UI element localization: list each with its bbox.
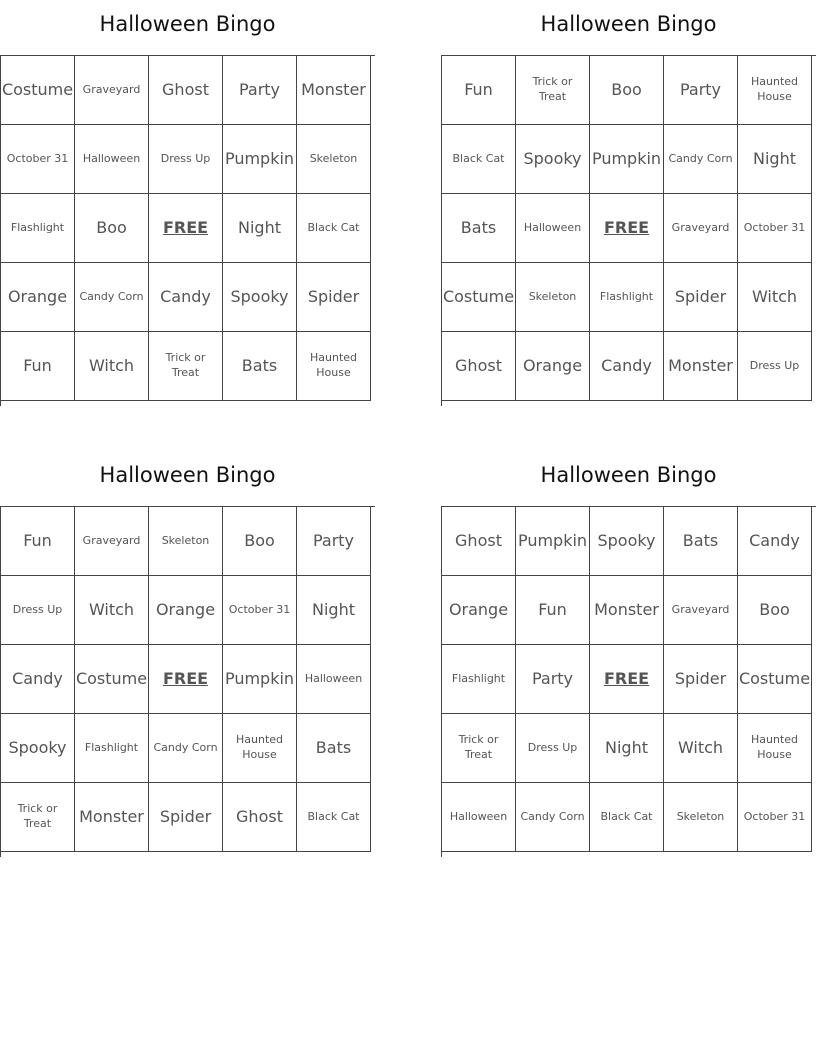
bingo-cell: Night	[738, 125, 812, 194]
bingo-cell: Black Cat	[590, 783, 664, 852]
bingo-cell: Spider	[664, 263, 738, 332]
bingo-cell: Trick or Treat	[1, 783, 75, 852]
bingo-cell: Monster	[75, 783, 149, 852]
bingo-cell: Witch	[75, 332, 149, 401]
bingo-cell: Spooky	[1, 714, 75, 783]
bingo-cell: Graveyard	[664, 194, 738, 263]
bingo-cell: Fun	[1, 507, 75, 576]
bingo-cell: Haunted House	[223, 714, 297, 783]
bingo-cell: Haunted House	[297, 332, 371, 401]
bingo-cell: Bats	[297, 714, 371, 783]
bingo-grid	[441, 55, 816, 406]
bingo-cell: Dress Up	[1, 576, 75, 645]
bingo-cell: October 31	[738, 194, 812, 263]
bingo-cell: Boo	[590, 56, 664, 125]
bingo-cell: October 31	[738, 783, 812, 852]
bingo-cell: Haunted House	[738, 56, 812, 125]
bingo-cell: Night	[297, 576, 371, 645]
bingo-cell: Fun	[516, 576, 590, 645]
bingo-cell: Spider	[149, 783, 223, 852]
bingo-cell: Graveyard	[75, 56, 149, 125]
bingo-cell: Fun	[1, 332, 75, 401]
bingo-cell: Costume	[442, 263, 516, 332]
free-space-cell: FREE	[590, 645, 664, 714]
bingo-cell: Orange	[1, 263, 75, 332]
bingo-cell: Candy	[149, 263, 223, 332]
bingo-cell: Night	[590, 714, 664, 783]
bingo-cell: October 31	[1, 125, 75, 194]
bingo-cell: Candy Corn	[516, 783, 590, 852]
card-title: Halloween Bingo	[99, 12, 276, 36]
bingo-cell: Dress Up	[149, 125, 223, 194]
bingo-cell: Halloween	[516, 194, 590, 263]
bingo-cell: Candy	[1, 645, 75, 714]
bingo-cell: Costume	[75, 645, 149, 714]
bingo-cell: Spooky	[516, 125, 590, 194]
bingo-cell: Costume	[1, 56, 75, 125]
bingo-cell: Bats	[223, 332, 297, 401]
bingo-cell: Flashlight	[75, 714, 149, 783]
bingo-cell: Party	[516, 645, 590, 714]
card-title: Halloween Bingo	[540, 463, 717, 487]
bingo-cell: Skeleton	[664, 783, 738, 852]
bingo-cell: Monster	[297, 56, 371, 125]
bingo-cell: Fun	[442, 56, 516, 125]
bingo-cell: Party	[297, 507, 371, 576]
bingo-cell: Bats	[664, 507, 738, 576]
bingo-cell: Boo	[223, 507, 297, 576]
bingo-grid	[0, 55, 375, 406]
bingo-cell: Spooky	[223, 263, 297, 332]
bingo-cell: Trick or Treat	[149, 332, 223, 401]
bingo-cell: Pumpkin	[223, 125, 297, 194]
bingo-cell: Trick or Treat	[516, 56, 590, 125]
bingo-cell: Orange	[516, 332, 590, 401]
bingo-cell: Trick or Treat	[442, 714, 516, 783]
bingo-cell: Witch	[75, 576, 149, 645]
bingo-grid	[0, 506, 375, 857]
card-title: Halloween Bingo	[540, 12, 717, 36]
bingo-cell: Ghost	[442, 332, 516, 401]
bingo-cell: Skeleton	[516, 263, 590, 332]
bingo-cell: Monster	[590, 576, 664, 645]
bingo-cell: Candy Corn	[75, 263, 149, 332]
bingo-cell: Spider	[297, 263, 371, 332]
free-space-cell: FREE	[149, 194, 223, 263]
bingo-cell: Pumpkin	[516, 507, 590, 576]
bingo-cell: Flashlight	[590, 263, 664, 332]
bingo-cell: Flashlight	[1, 194, 75, 263]
bingo-cell: Haunted House	[738, 714, 812, 783]
bingo-cell: Spider	[664, 645, 738, 714]
bingo-cell: Candy	[590, 332, 664, 401]
bingo-cell: Witch	[738, 263, 812, 332]
bingo-grid	[441, 506, 816, 857]
bingo-cell: Spooky	[590, 507, 664, 576]
bingo-cell: Flashlight	[442, 645, 516, 714]
bingo-cell: Black Cat	[297, 783, 371, 852]
bingo-cell: Halloween	[442, 783, 516, 852]
bingo-cell: Pumpkin	[223, 645, 297, 714]
bingo-cell: Ghost	[149, 56, 223, 125]
bingo-cell: Graveyard	[664, 576, 738, 645]
free-space-cell: FREE	[149, 645, 223, 714]
free-space-cell: FREE	[590, 194, 664, 263]
bingo-cell: Halloween	[75, 125, 149, 194]
bingo-cell: Dress Up	[738, 332, 812, 401]
bingo-cell: Party	[664, 56, 738, 125]
card-title: Halloween Bingo	[99, 463, 276, 487]
bingo-cell: Skeleton	[149, 507, 223, 576]
bingo-cell: Black Cat	[442, 125, 516, 194]
bingo-cell: Witch	[664, 714, 738, 783]
bingo-cell: Ghost	[442, 507, 516, 576]
bingo-cell: Pumpkin	[590, 125, 664, 194]
bingo-cell: Candy	[738, 507, 812, 576]
bingo-cell: Boo	[75, 194, 149, 263]
bingo-cell: Skeleton	[297, 125, 371, 194]
bingo-cell: Ghost	[223, 783, 297, 852]
bingo-cell: Party	[223, 56, 297, 125]
bingo-cell: Monster	[664, 332, 738, 401]
bingo-cell: Costume	[738, 645, 812, 714]
bingo-cell: Bats	[442, 194, 516, 263]
bingo-cell: Candy Corn	[149, 714, 223, 783]
bingo-cell: Halloween	[297, 645, 371, 714]
bingo-cell: Orange	[149, 576, 223, 645]
bingo-cell: Night	[223, 194, 297, 263]
bingo-cell: Graveyard	[75, 507, 149, 576]
bingo-cell: Boo	[738, 576, 812, 645]
bingo-cell: Dress Up	[516, 714, 590, 783]
bingo-cell: Black Cat	[297, 194, 371, 263]
bingo-cell: October 31	[223, 576, 297, 645]
bingo-cell: Candy Corn	[664, 125, 738, 194]
bingo-cell: Orange	[442, 576, 516, 645]
